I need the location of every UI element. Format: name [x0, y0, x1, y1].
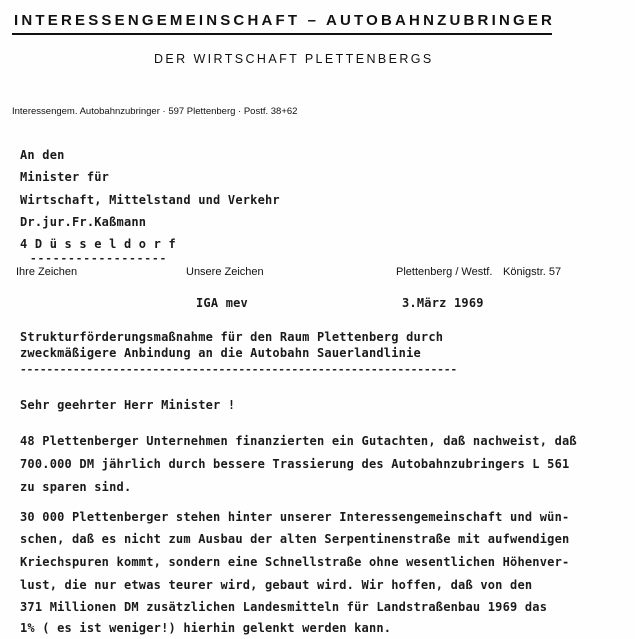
paragraph-1-line-1: 48 Plettenberger Unternehmen finanzierten ein Gutachten, daß nachweist, daß — [20, 434, 577, 448]
paragraph-2-line-6: 1% ( es ist weniger!) hierhin gelenkt werden kann. — [20, 621, 392, 635]
paragraph-2-line-5: 371 Millionen DM zusätzlichen Landesmitteln für Landstraßenbau 1969 das — [20, 600, 548, 614]
subject-rule: ------------------------------------------------------------------ — [20, 363, 458, 376]
recipient-line-3: Wirtschaft, Mittelstand und Verkehr — [20, 193, 280, 207]
subject-line-1: Strukturförderungsmaßnahme für den Raum Plettenberg durch — [20, 330, 444, 344]
recipient-line-2: Minister für — [20, 170, 110, 184]
label-unsere-zeichen: Unsere Zeichen — [186, 266, 264, 278]
recipient-line-5: 4 D ü s s e l d o r f — [20, 237, 176, 251]
value-unsere-zeichen: IGA mev — [196, 296, 248, 310]
value-date: 3.März 1969 — [402, 296, 484, 310]
letterhead-top-rule — [12, 33, 552, 35]
paragraph-2-line-1: 30 000 Plettenberger stehen hinter unserer Interessengemeinschaft und wün- — [20, 510, 570, 524]
sender-address-line: Interessengem. Autobahnzubringer · 597 Plettenberg · Postf. 38+62 — [12, 106, 298, 117]
recipient-line-4: Dr.jur.Fr.Kaßmann — [20, 215, 147, 229]
recipient-underline: ------------------ — [30, 252, 168, 265]
letterhead-organization: INTERESSENGEMEINSCHAFT – AUTOBAHNZUBRINGER — [14, 12, 556, 29]
label-place: Plettenberg / Westf. — [396, 266, 493, 278]
letterhead-subtitle: DER WIRTSCHAFT PLETTENBERGS — [154, 52, 434, 66]
subject-line-2: zweckmäßigere Anbindung an die Autobahn Sauerlandlinie — [20, 346, 421, 360]
salutation: Sehr geehrter Herr Minister ! — [20, 398, 236, 412]
paragraph-1-line-2: 700.000 DM jährlich durch bessere Trassierung des Autobahnzubringers L 561 — [20, 457, 570, 471]
paragraph-2-line-4: lust, die nur etwas teurer wird, gebaut wird. Wir hoffen, daß von den — [20, 578, 533, 592]
recipient-line-1: An den — [20, 148, 65, 162]
paragraph-1-line-3: zu sparen sind. — [20, 480, 132, 494]
paragraph-2-line-2: schen, daß es nicht zum Ausbau der alten Serpentinenstraße mit aufwendigen — [20, 532, 570, 546]
label-ihre-zeichen: Ihre Zeichen — [16, 266, 78, 278]
label-street: Königstr. 57 — [503, 266, 562, 278]
paragraph-2-line-3: Kriechspuren kommt, sondern eine Schnellstraße ohne wesentlichen Höhenver- — [20, 555, 570, 569]
